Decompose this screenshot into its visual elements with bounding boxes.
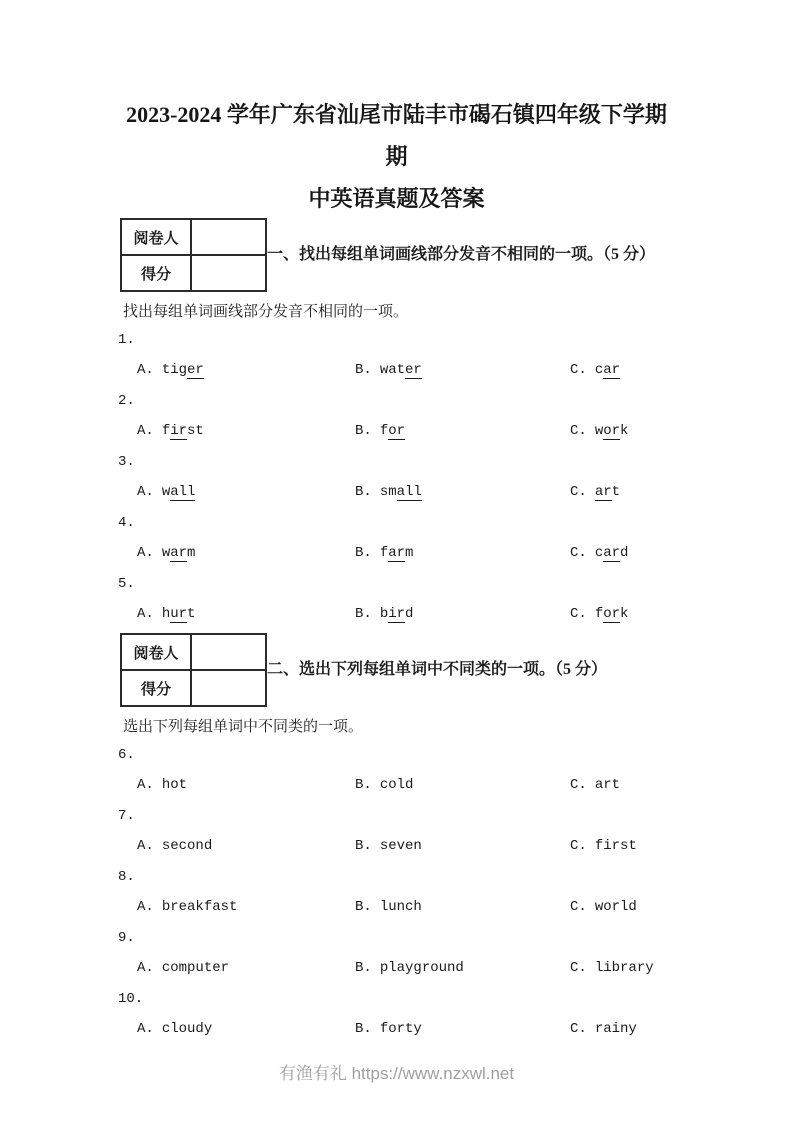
grader-input-cell	[191, 219, 266, 255]
option	[570, 543, 675, 563]
question-number: 10.	[118, 991, 144, 1007]
score-row	[121, 670, 266, 706]
exam-section	[118, 218, 675, 635]
option	[355, 1019, 570, 1039]
option-label: A.	[137, 777, 154, 793]
option-label: B.	[355, 545, 372, 561]
option	[137, 1019, 355, 1039]
word-letters: breakfast	[161, 899, 238, 915]
sections-container	[118, 218, 675, 1050]
option	[137, 897, 355, 917]
question	[118, 391, 675, 452]
option	[355, 958, 570, 978]
underlined-letters: ar	[603, 545, 621, 561]
word-letters: w	[161, 484, 171, 500]
option-word	[595, 545, 629, 562]
option-label: B.	[355, 423, 372, 439]
option-word	[162, 777, 187, 793]
word-letters: f	[161, 423, 171, 439]
option-row	[118, 482, 675, 502]
option-row	[118, 1019, 675, 1039]
question	[118, 806, 675, 867]
option-word	[595, 423, 629, 440]
underlined-letters: all	[396, 484, 422, 500]
option	[570, 360, 675, 380]
option-label: B.	[355, 1021, 372, 1037]
word-letters: tig	[161, 362, 188, 378]
option-word	[380, 362, 422, 379]
option-label: C.	[570, 484, 587, 500]
option-label: C.	[570, 423, 587, 439]
word-letters: first	[594, 838, 637, 854]
option-row	[118, 836, 675, 856]
word-letters: second	[161, 838, 213, 854]
word-letters: playground	[379, 960, 464, 976]
question-number: 9.	[118, 930, 135, 946]
question-list	[118, 745, 675, 1050]
exam-section	[118, 633, 675, 1050]
option	[570, 836, 675, 856]
option-word	[162, 899, 238, 915]
option-word	[380, 838, 422, 854]
option-label: B.	[355, 777, 372, 793]
underlined-letters: or	[388, 423, 406, 439]
option	[137, 482, 355, 502]
underlined-letters: ir	[388, 606, 406, 622]
underlined-letters: all	[170, 484, 196, 500]
option	[570, 421, 675, 441]
grader-row	[121, 219, 266, 255]
question	[118, 574, 675, 635]
word-letters: cold	[379, 777, 414, 793]
underlined-letters: or	[603, 423, 621, 439]
question	[118, 452, 675, 513]
section-instruction: 找出每组单词画线部分发音不相同的一项。	[123, 304, 409, 320]
option	[137, 958, 355, 978]
option	[570, 1019, 675, 1039]
option-word	[162, 838, 212, 854]
option-word	[162, 960, 229, 976]
word-letters: w	[161, 545, 171, 561]
option-label: A.	[137, 545, 154, 561]
word-letters: seven	[379, 838, 422, 854]
grader-label: 阅卷人	[121, 634, 191, 670]
word-letters: rainy	[594, 1021, 637, 1037]
question-number: 3.	[118, 454, 135, 470]
question	[118, 989, 675, 1050]
option-word	[380, 545, 414, 562]
option-label: C.	[570, 838, 587, 854]
option	[570, 897, 675, 917]
word-letters: forty	[379, 1021, 422, 1037]
option-word	[380, 423, 405, 440]
option-label: C.	[570, 960, 587, 976]
option	[355, 482, 570, 502]
question-number: 7.	[118, 808, 135, 824]
word-letters: st	[187, 423, 204, 439]
option-word	[595, 606, 629, 623]
option	[355, 604, 570, 624]
option-label: C.	[570, 777, 587, 793]
option-word	[380, 606, 414, 623]
grader-label: 阅卷人	[121, 219, 191, 255]
option-label: A.	[137, 484, 154, 500]
score-label: 得分	[121, 670, 191, 706]
option-word	[162, 423, 204, 440]
option	[137, 360, 355, 380]
word-letters: hot	[161, 777, 188, 793]
option-label: C.	[570, 1021, 587, 1037]
word-letters: computer	[161, 960, 230, 976]
option-word	[595, 960, 654, 976]
question-number: 4.	[118, 515, 135, 531]
option	[570, 482, 675, 502]
option-word	[380, 1021, 422, 1037]
option-word	[162, 362, 204, 379]
section-instruction: 选出下列每组单词中不同类的一项。	[123, 719, 364, 735]
question-number: 1.	[118, 332, 135, 348]
option-label: B.	[355, 606, 372, 622]
word-letters: k	[620, 423, 629, 439]
option-label: A.	[137, 838, 154, 854]
question-number: 6.	[118, 747, 135, 763]
option	[137, 421, 355, 441]
word-letters: b	[379, 606, 389, 622]
option-label: B.	[355, 838, 372, 854]
underlined-letters: ar	[170, 545, 188, 561]
option-word	[162, 606, 196, 623]
option-word	[162, 1021, 212, 1037]
option-label: A.	[137, 1021, 154, 1037]
option-label: C.	[570, 899, 587, 915]
underlined-letters: er	[187, 362, 204, 378]
word-letters: wat	[379, 362, 406, 378]
option	[570, 604, 675, 624]
word-letters: sm	[379, 484, 397, 500]
option-word	[162, 545, 196, 562]
section-heading: 二、选出下列每组单词中不同类的一项。（5 分）	[267, 661, 608, 678]
question-list	[118, 330, 675, 635]
word-letters: m	[187, 545, 196, 561]
option-row	[118, 775, 675, 795]
score-table	[120, 218, 267, 292]
option	[355, 360, 570, 380]
option-row	[118, 360, 675, 380]
page-title-line1: 2023-2024 学年广东省汕尾市陆丰市碣石镇四年级下学期期	[126, 102, 667, 169]
word-letters: h	[161, 606, 171, 622]
question-number: 5.	[118, 576, 135, 592]
option	[355, 897, 570, 917]
option	[355, 421, 570, 441]
option-label: B.	[355, 362, 372, 378]
underlined-letters: ar	[388, 545, 406, 561]
word-letters: t	[611, 484, 621, 500]
word-letters: d	[620, 545, 629, 561]
option-label: B.	[355, 484, 372, 500]
word-letters: k	[620, 606, 629, 622]
option	[355, 775, 570, 795]
score-input-cell	[191, 255, 266, 291]
question	[118, 745, 675, 806]
option	[355, 836, 570, 856]
question-number: 2.	[118, 393, 135, 409]
option-word	[162, 484, 196, 501]
word-letters: lunch	[379, 899, 422, 915]
word-letters: m	[405, 545, 414, 561]
option	[355, 543, 570, 563]
option-label: C.	[570, 362, 587, 378]
option-label: A.	[137, 423, 154, 439]
word-letters: f	[379, 423, 389, 439]
option-row	[118, 543, 675, 563]
option-label: C.	[570, 606, 587, 622]
underlined-letters: or	[603, 606, 621, 622]
option-word	[595, 777, 620, 793]
option-row	[118, 421, 675, 441]
question	[118, 928, 675, 989]
score-table	[120, 633, 267, 707]
option	[137, 604, 355, 624]
page-title	[118, 0, 675, 220]
score-input-cell	[191, 670, 266, 706]
word-letters: world	[594, 899, 637, 915]
grader-row	[121, 634, 266, 670]
option-word	[380, 899, 422, 915]
option-label: A.	[137, 960, 154, 976]
option-label: A.	[137, 362, 154, 378]
section-header	[120, 633, 675, 707]
option-word	[595, 838, 637, 854]
section-heading: 一、找出每组单词画线部分发音不相同的一项。（5 分）	[267, 246, 656, 263]
word-letters: d	[405, 606, 414, 622]
page-title-line2: 中英语真题及答案	[308, 186, 485, 211]
word-letters: w	[594, 423, 604, 439]
option	[137, 836, 355, 856]
page-footer-watermark: 有渔有礼 https://www.nzxwl.net	[278, 1064, 515, 1083]
question-number: 8.	[118, 869, 135, 885]
option	[570, 775, 675, 795]
question	[118, 513, 675, 574]
word-letters: art	[594, 777, 621, 793]
score-row	[121, 255, 266, 291]
option-word	[380, 960, 464, 976]
option-word	[595, 899, 637, 915]
section-header	[120, 218, 675, 292]
option-label: C.	[570, 545, 587, 561]
option	[137, 543, 355, 563]
word-letters: cloudy	[161, 1021, 213, 1037]
word-letters: c	[594, 362, 604, 378]
underlined-letters: ar	[594, 484, 612, 500]
option-word	[595, 484, 620, 501]
option-label: A.	[137, 899, 154, 915]
underlined-letters: ur	[170, 606, 188, 622]
grader-input-cell	[191, 634, 266, 670]
word-letters: t	[187, 606, 196, 622]
score-label: 得分	[121, 255, 191, 291]
option-label: A.	[137, 606, 154, 622]
option-row	[118, 897, 675, 917]
option-word	[595, 1021, 637, 1037]
word-letters: c	[594, 545, 604, 561]
option-word	[380, 777, 414, 793]
underlined-letters: er	[405, 362, 422, 378]
word-letters: f	[379, 545, 389, 561]
option-word	[595, 362, 620, 379]
underlined-letters: ir	[170, 423, 188, 439]
option-label: B.	[355, 960, 372, 976]
option	[137, 775, 355, 795]
option-word	[380, 484, 422, 501]
underlined-letters: ar	[603, 362, 621, 378]
option	[570, 958, 675, 978]
option-row	[118, 958, 675, 978]
option-row	[118, 604, 675, 624]
word-letters: f	[594, 606, 604, 622]
question	[118, 330, 675, 391]
question	[118, 867, 675, 928]
word-letters: library	[594, 960, 654, 976]
option-label: B.	[355, 899, 372, 915]
